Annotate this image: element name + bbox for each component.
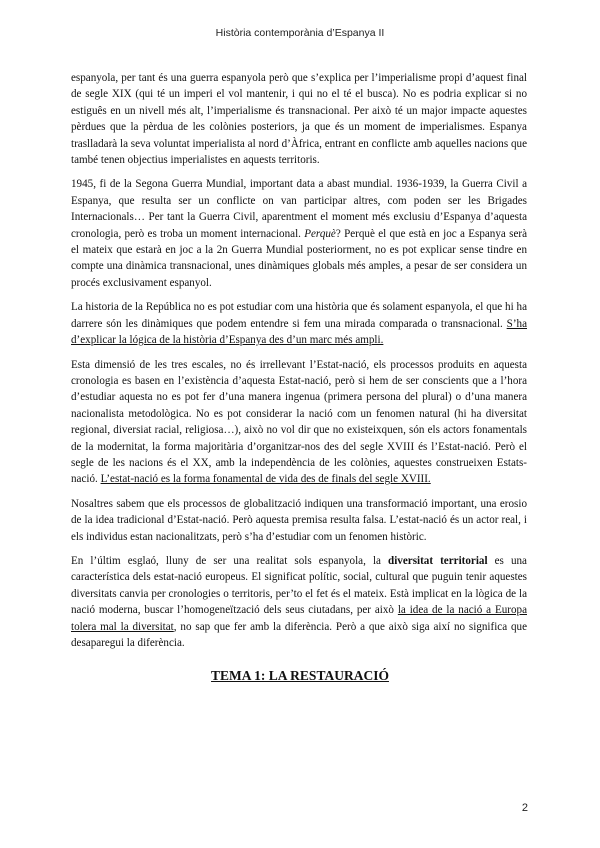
paragraph-6-bold: diversitat territorial [388, 554, 488, 567]
paragraph-5: Nosaltres sabem que els processos de globalització indiquen una transformació important, una erosio de la idea tradicional d’Estat-nació. Però aquesta premisa resulta falsa. L’estat-nació és un actor real, i els individus estan nacionalitzats, però s’ha d’estudiar com un fenomen històric. [71, 497, 527, 543]
paragraph-1: espanyola, per tant és una guerra espanyola però que s’explica per l’imperialisme propi d’aquest final de segle XIX (qui té un imperi el vol mantenir, i qui no el té el busca). No es podria explicar si no estiguês en un nivell més alt, l’imperialisme és transnacional. Per això té un major impacte aquestes pèrdues que la pèrdua de les colònies posteriors, ja que és un moment de imperialismes. Espanya traslladarà la seva voluntat imperialista al nord d’Àfrica, entrant en conflicte amb aquelles nacions que també tenen objectius imperialistes en aquests territoris. [71, 72, 527, 167]
paragraph-2-text-c: ? Perquè el que està en joc a Espanya serà el mateix que estarà en joc a la 2n Guerra Mundial posteriorment, no es pot explicar sense tindre en compte una dinàmica transnacional, unes dinàmiques globals més amples, a pesar de ser considera un procés exclusivament espanyol. [71, 227, 527, 289]
paragraph-3-text-a: La historia de la República no es pot estudiar com una història que és solament espanyola, el que hi ha darrere són les dinàmiques que podem entendre si fem una mirada comparada o transnacional. [71, 301, 527, 330]
paragraph-6 [71, 553, 527, 651]
section-title: TEMA 1: LA RESTAURACIÓ [211, 668, 389, 683]
paragraph-4-text-a: Esta dimensió de les tres escales, no és irrellevant l’Estat-nació, els processos produits en aquesta cronologia es basen en l’existència d’aquesta Estat-nació, però si hem de ser conscients que a l’hora d’estudiar aquesta no es pot fer d’una manera ingenua (primera persona del plural) o d’una manera nacionalista metodològica. No es pot considerar la nació com un fenomen natural (hi ha diversitat regional, diversiat racial, religiosa…), això no vol dir que no existeixquen, són els actors fonamentals de la modernitat, la forma majoritària d’organitzar-nos des del segle XVIII és l’Estat-nació. Però el segle de les nacions és el XX, amb la independència de les colònies, aquestes construeixen Estats-nació. [71, 358, 527, 486]
paragraph-4 [71, 357, 527, 488]
page-header: Història contemporània d’Espanya II [215, 27, 385, 39]
paragraph-2 [71, 176, 527, 291]
paragraph-2-text-a: 1945, fi de la Segona Guerra Mundial, important data a abast mundial. 1936-1939, la Guerra Civil a Espanya, que resulta ser un conflicte on van participar altres, com poden ser les Brigades Internacionals… Per tant la Guerra Civil, aparentment el moment més exclusiu d’Espanya d’aquesta cronologia, però es troba un moment internacional. [71, 178, 527, 240]
paragraph-6-text-c: es una característica dels estat-nació europeus. El significat polític, social, cultural que puguin tenir aquestes diversitats canvia per cronologies o territoris, per’to el fet és el mateix. Està implicat en la lògica de la nació moderna, buscar l’homogeneïtzació dels seus ciutadans, per això [71, 554, 527, 617]
paragraph-6-text-e: , no sap que fer amb la diferència. Però a que això siga així no significa que desaparegui la diferència. [71, 620, 528, 649]
paragraph-3 [71, 299, 527, 348]
body-text [71, 70, 527, 659]
page-number: 2 [521, 802, 528, 814]
paragraph-2-italic: Perquè [304, 227, 336, 240]
paragraph-6-text-a: En l’últim esglaó, lluny de ser una realitat sols espanyola, la [71, 554, 389, 567]
paragraph-3-underline: S’ha d’explicar la lógica de la història d’Espanya des d’un marc més ampli. [71, 317, 527, 347]
paragraph-4-underline: L’estat-nació es la forma fonamental de vida des de finals del segle XVIII. [100, 473, 431, 486]
paragraph-6-underline: la idea de la nació a Europa tolera mal la diversitat [71, 604, 527, 633]
